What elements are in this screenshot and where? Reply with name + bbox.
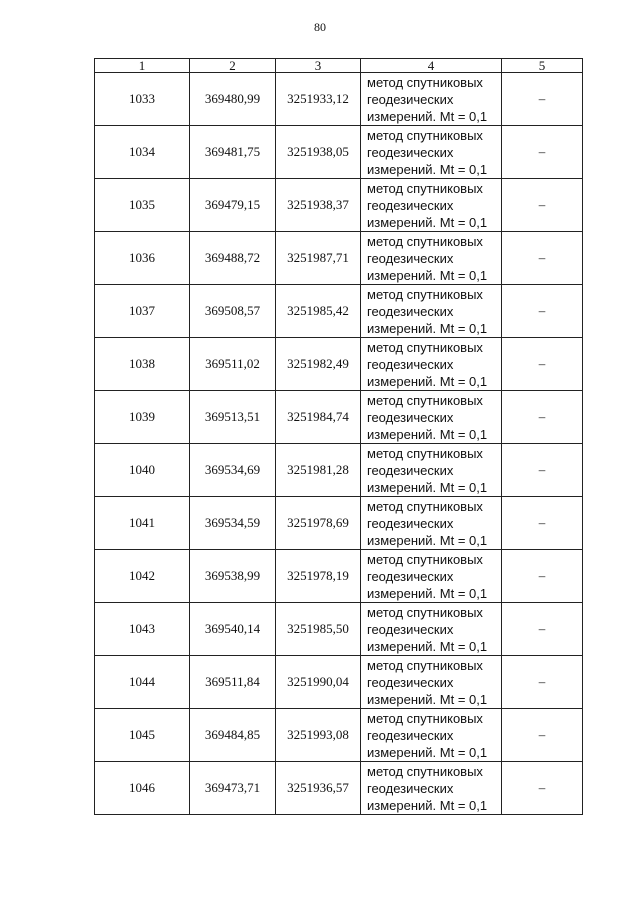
- x-coordinate-cell: 369511,02: [190, 338, 276, 391]
- point-number-cell: 1046: [95, 762, 190, 815]
- y-coordinate-cell: 3251978,19: [276, 550, 361, 603]
- note-cell: –: [502, 497, 583, 550]
- y-coordinate-cell: 3251985,42: [276, 285, 361, 338]
- method-line: измерений. Mt = 0,1: [367, 426, 488, 442]
- note-cell: –: [502, 762, 583, 815]
- method-line: измерений. Mt = 0,1: [367, 744, 488, 760]
- table-row: [95, 656, 583, 709]
- method-line: геодезических: [367, 356, 454, 372]
- x-coordinate-cell: 369534,59: [190, 497, 276, 550]
- method-line: геодезических: [367, 568, 454, 584]
- method-cell: [361, 550, 502, 603]
- table-row: [95, 550, 583, 603]
- x-coordinate-cell: 369473,71: [190, 762, 276, 815]
- y-coordinate-cell: 3251938,05: [276, 126, 361, 179]
- point-number-cell: 1034: [95, 126, 190, 179]
- method-line: измерений. Mt = 0,1: [367, 532, 488, 548]
- method-line: геодезических: [367, 197, 454, 213]
- column-header: 1: [95, 59, 190, 73]
- y-coordinate-cell: 3251987,71: [276, 232, 361, 285]
- method-cell: [361, 126, 502, 179]
- method-line: геодезических: [367, 409, 454, 425]
- method-line: измерений. Mt = 0,1: [367, 108, 488, 124]
- method-cell: [361, 73, 502, 126]
- y-coordinate-cell: 3251993,08: [276, 709, 361, 762]
- table-row: [95, 603, 583, 656]
- point-number-cell: 1044: [95, 656, 190, 709]
- y-coordinate-cell: 3251984,74: [276, 391, 361, 444]
- table-header-row: [95, 59, 583, 73]
- table-row: [95, 762, 583, 815]
- point-number-cell: 1037: [95, 285, 190, 338]
- method-line: измерений. Mt = 0,1: [367, 373, 488, 389]
- point-number-cell: 1043: [95, 603, 190, 656]
- y-coordinate-cell: 3251982,49: [276, 338, 361, 391]
- method-line: метод спутниковых: [367, 445, 483, 461]
- note-cell: –: [502, 550, 583, 603]
- x-coordinate-cell: 369479,15: [190, 179, 276, 232]
- table-row: [95, 126, 583, 179]
- method-line: метод спутниковых: [367, 233, 483, 249]
- method-line: геодезических: [367, 144, 454, 160]
- x-coordinate-cell: 369511,84: [190, 656, 276, 709]
- method-cell: [361, 285, 502, 338]
- method-line: метод спутниковых: [367, 498, 483, 514]
- method-line: метод спутниковых: [367, 127, 483, 143]
- method-line: метод спутниковых: [367, 763, 483, 779]
- method-line: геодезических: [367, 780, 454, 796]
- method-line: измерений. Mt = 0,1: [367, 638, 488, 654]
- point-number-cell: 1039: [95, 391, 190, 444]
- point-number-cell: 1042: [95, 550, 190, 603]
- method-line: геодезических: [367, 727, 454, 743]
- note-cell: –: [502, 391, 583, 444]
- method-line: метод спутниковых: [367, 604, 483, 620]
- table-row: [95, 179, 583, 232]
- x-coordinate-cell: 369508,57: [190, 285, 276, 338]
- method-cell: [361, 391, 502, 444]
- method-line: геодезических: [367, 91, 454, 107]
- method-line: измерений. Mt = 0,1: [367, 161, 488, 177]
- method-line: измерений. Mt = 0,1: [367, 691, 488, 707]
- x-coordinate-cell: 369488,72: [190, 232, 276, 285]
- note-cell: –: [502, 603, 583, 656]
- method-line: метод спутниковых: [367, 74, 483, 90]
- column-header: 3: [276, 59, 361, 73]
- x-coordinate-cell: 369480,99: [190, 73, 276, 126]
- method-cell: [361, 338, 502, 391]
- method-line: метод спутниковых: [367, 710, 483, 726]
- method-cell: [361, 232, 502, 285]
- point-number-cell: 1045: [95, 709, 190, 762]
- page-number: 80: [314, 20, 326, 34]
- method-line: метод спутниковых: [367, 657, 483, 673]
- method-cell: [361, 709, 502, 762]
- method-line: геодезических: [367, 515, 454, 531]
- method-cell: [361, 603, 502, 656]
- note-cell: –: [502, 709, 583, 762]
- x-coordinate-cell: 369513,51: [190, 391, 276, 444]
- y-coordinate-cell: 3251990,04: [276, 656, 361, 709]
- note-cell: –: [502, 126, 583, 179]
- point-number-cell: 1035: [95, 179, 190, 232]
- method-cell: [361, 444, 502, 497]
- x-coordinate-cell: 369534,69: [190, 444, 276, 497]
- note-cell: –: [502, 444, 583, 497]
- table-row: [95, 285, 583, 338]
- point-number-cell: 1040: [95, 444, 190, 497]
- method-line: метод спутниковых: [367, 339, 483, 355]
- method-line: измерений. Mt = 0,1: [367, 267, 488, 283]
- note-cell: –: [502, 338, 583, 391]
- column-header: 2: [190, 59, 276, 73]
- table-row: [95, 444, 583, 497]
- coordinates-table: [94, 58, 583, 815]
- table-row: [95, 709, 583, 762]
- method-line: геодезических: [367, 303, 454, 319]
- table-row: [95, 391, 583, 444]
- method-line: геодезических: [367, 674, 454, 690]
- method-line: измерений. Mt = 0,1: [367, 320, 488, 336]
- point-number-cell: 1033: [95, 73, 190, 126]
- method-line: геодезических: [367, 250, 454, 266]
- method-line: метод спутниковых: [367, 551, 483, 567]
- point-number-cell: 1041: [95, 497, 190, 550]
- table-row: [95, 338, 583, 391]
- note-cell: –: [502, 285, 583, 338]
- point-number-cell: 1038: [95, 338, 190, 391]
- x-coordinate-cell: 369540,14: [190, 603, 276, 656]
- note-cell: –: [502, 179, 583, 232]
- method-cell: [361, 656, 502, 709]
- x-coordinate-cell: 369484,85: [190, 709, 276, 762]
- table-row: [95, 232, 583, 285]
- y-coordinate-cell: 3251933,12: [276, 73, 361, 126]
- x-coordinate-cell: 369538,99: [190, 550, 276, 603]
- table-row: [95, 497, 583, 550]
- method-line: измерений. Mt = 0,1: [367, 479, 488, 495]
- y-coordinate-cell: 3251981,28: [276, 444, 361, 497]
- method-cell: [361, 497, 502, 550]
- method-line: метод спутниковых: [367, 392, 483, 408]
- method-line: геодезических: [367, 462, 454, 478]
- column-header: 5: [502, 59, 583, 73]
- method-line: метод спутниковых: [367, 286, 483, 302]
- note-cell: –: [502, 656, 583, 709]
- y-coordinate-cell: 3251978,69: [276, 497, 361, 550]
- method-line: метод спутниковых: [367, 180, 483, 196]
- method-line: геодезических: [367, 621, 454, 637]
- note-cell: –: [502, 232, 583, 285]
- method-cell: [361, 762, 502, 815]
- column-header: 4: [361, 59, 502, 73]
- y-coordinate-cell: 3251936,57: [276, 762, 361, 815]
- note-cell: –: [502, 73, 583, 126]
- y-coordinate-cell: 3251985,50: [276, 603, 361, 656]
- y-coordinate-cell: 3251938,37: [276, 179, 361, 232]
- method-cell: [361, 179, 502, 232]
- table-row: [95, 73, 583, 126]
- method-line: измерений. Mt = 0,1: [367, 214, 488, 230]
- method-line: измерений. Mt = 0,1: [367, 797, 488, 813]
- x-coordinate-cell: 369481,75: [190, 126, 276, 179]
- method-line: измерений. Mt = 0,1: [367, 585, 488, 601]
- point-number-cell: 1036: [95, 232, 190, 285]
